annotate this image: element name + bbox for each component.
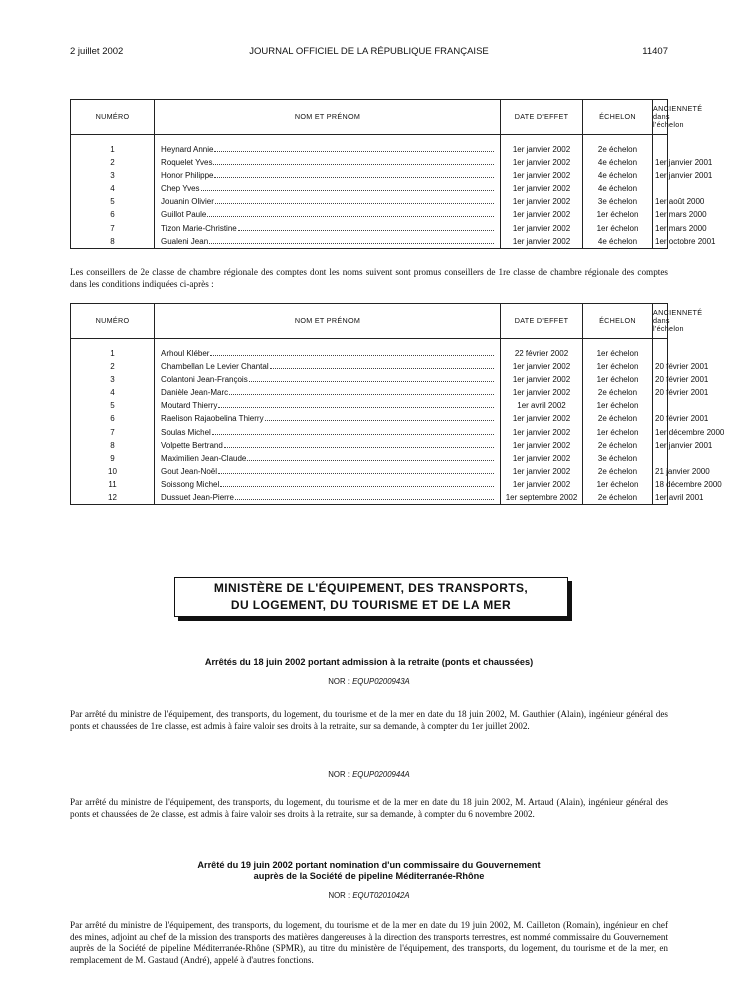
cell-date: 1er janvier 2002 <box>501 169 583 182</box>
cell-anciennete: 20 février 2001 <box>653 360 668 373</box>
cell-numero: 7 <box>71 222 155 235</box>
cell-numero: 3 <box>71 373 155 386</box>
person-name: Gout Jean-Noël <box>161 466 218 476</box>
cell-echelon: 3e échelon <box>583 195 653 208</box>
dot-leader <box>270 368 494 369</box>
cell-date: 1er janvier 2002 <box>501 182 583 195</box>
col-header-anciennete <box>653 100 703 135</box>
dot-leader <box>214 177 494 178</box>
spacer-cell <box>653 135 668 144</box>
table-row <box>71 386 668 399</box>
section2-nor <box>70 770 668 779</box>
dot-leader <box>249 381 494 382</box>
table-row <box>71 426 668 439</box>
cell-nom <box>155 360 501 373</box>
cell-echelon: 4e échelon <box>583 169 653 182</box>
dot-leader <box>218 473 494 474</box>
cell-numero: 5 <box>71 399 155 412</box>
cell-nom <box>155 452 501 465</box>
col-header-echelon: ÉCHELON <box>583 100 653 135</box>
table-row <box>71 465 668 478</box>
cell-numero: 1 <box>71 347 155 360</box>
cell-date: 1er janvier 2002 <box>501 426 583 439</box>
cell-date: 1er janvier 2002 <box>501 412 583 425</box>
nor-label: NOR : <box>328 891 351 900</box>
person-name: Soulas Michel <box>161 427 211 437</box>
person-name: Chep Yves <box>161 184 200 194</box>
cell-date: 1er janvier 2002 <box>501 386 583 399</box>
table-row <box>71 399 668 412</box>
cell-anciennete: 1er janvier 2001 <box>653 439 668 452</box>
ministry-line-2: DU LOGEMENT, DU TOURISME ET DE LA MER <box>230 598 512 612</box>
cell-anciennete: 18 décembre 2000 <box>653 478 668 491</box>
dot-leader <box>229 394 494 395</box>
cell-nom <box>155 491 501 505</box>
cell-anciennete: 1er avril 2001 <box>653 491 668 505</box>
cell-date: 1er janvier 2002 <box>501 465 583 478</box>
cell-numero: 11 <box>71 478 155 491</box>
table-row <box>71 143 668 156</box>
page-number: 11407 <box>642 46 668 57</box>
section1-text: Par arrêté du ministre de l'équipement, des transports, du logement, du tourisme et de la mer en date du 18 juin 2002, M. Gauthier (Alain), ingénieur général des ponts et chaussées de 1re classe, est admis à faire valoir ses droits à la retraite, sur sa demande, à compter du 1er juillet 2002. <box>70 709 668 731</box>
cell-echelon: 4e échelon <box>583 235 653 249</box>
cell-nom <box>155 169 501 182</box>
cell-echelon: 1er échelon <box>583 360 653 373</box>
dot-leader <box>224 447 494 448</box>
name-leader <box>161 426 498 439</box>
cell-numero: 3 <box>71 169 155 182</box>
person-name: Chambellan Le Levier Chantal <box>161 362 269 372</box>
cell-nom <box>155 412 501 425</box>
col-header-nom: NOM ET PRÉNOM <box>155 100 501 135</box>
table-row <box>71 373 668 386</box>
nor-code: EQUP0200943A <box>352 677 410 686</box>
col-header-date: DATE D'EFFET <box>501 100 583 135</box>
cell-echelon: 1er échelon <box>583 478 653 491</box>
cell-echelon: 4e échelon <box>583 156 653 169</box>
dot-leader <box>218 407 494 408</box>
cell-nom <box>155 156 501 169</box>
promotion-table-1 <box>70 99 716 249</box>
cell-date: 1er janvier 2002 <box>501 222 583 235</box>
cell-date: 1er janvier 2002 <box>501 156 583 169</box>
cell-numero: 1 <box>71 143 155 156</box>
dot-leader <box>220 486 494 487</box>
section3-title-1: Arrêté du 19 juin 2002 portant nomination d'un commissaire du Gouvernement <box>197 860 541 870</box>
spacer-row <box>71 339 668 348</box>
cell-date: 1er janvier 2002 <box>501 478 583 491</box>
dot-leader <box>212 434 494 435</box>
person-name: Guillot Paule <box>161 210 207 220</box>
cell-anciennete: 1er janvier 2001 <box>653 156 668 169</box>
table-row <box>71 222 668 235</box>
section3-nor <box>70 891 668 900</box>
name-leader <box>161 386 498 399</box>
table-row <box>71 169 668 182</box>
name-leader <box>161 156 498 169</box>
header-date: 2 juillet 2002 <box>70 46 124 57</box>
cell-numero: 6 <box>71 208 155 221</box>
cell-anciennete <box>653 399 668 412</box>
cell-anciennete: 1er août 2000 <box>653 195 668 208</box>
cell-date: 22 février 2002 <box>501 347 583 360</box>
table-row <box>71 452 668 465</box>
col-header-numero: NUMÉRO <box>71 100 155 135</box>
table-row <box>71 360 668 373</box>
anciennete-line1: ANCIENNETÉ <box>653 103 703 113</box>
cell-anciennete <box>653 347 668 360</box>
cell-nom <box>155 373 501 386</box>
cell-anciennete: 20 février 2001 <box>653 412 668 425</box>
person-name: Jouanin Olivier <box>161 197 214 207</box>
cell-anciennete: 1er octobre 2001 <box>653 235 668 249</box>
cell-date: 1er janvier 2002 <box>501 360 583 373</box>
cell-date: 1er janvier 2002 <box>501 195 583 208</box>
cell-nom <box>155 222 501 235</box>
dot-leader <box>214 151 494 152</box>
cell-echelon: 4e échelon <box>583 182 653 195</box>
journal-title: JOURNAL OFFICIEL DE LA RÉPUBLIQUE FRANÇAISE <box>249 46 489 57</box>
cell-nom <box>155 426 501 439</box>
table-header-row <box>71 100 668 135</box>
person-name: Danièle Jean-Marc <box>161 388 229 398</box>
table-row <box>71 235 668 249</box>
col-header-echelon: ÉCHELON <box>583 304 653 339</box>
cell-numero: 4 <box>71 182 155 195</box>
cell-echelon: 2e échelon <box>583 491 653 505</box>
col-header-numero: NUMÉRO <box>71 304 155 339</box>
name-leader <box>161 399 498 412</box>
col-header-nom: NOM ET PRÉNOM <box>155 304 501 339</box>
cell-numero: 9 <box>71 452 155 465</box>
name-leader <box>161 169 498 182</box>
name-leader <box>161 373 498 386</box>
spacer-cell <box>653 339 668 348</box>
cell-echelon: 2e échelon <box>583 439 653 452</box>
name-leader <box>161 222 498 235</box>
cell-nom <box>155 182 501 195</box>
cell-nom <box>155 347 501 360</box>
page-header <box>70 46 668 60</box>
spacer-cell <box>155 135 501 144</box>
name-leader <box>161 195 498 208</box>
name-leader <box>161 452 498 465</box>
conseillers-paragraph: Les conseillers de 2e classe de chambre régionale des comptes dont les noms suivent sont promus conseillers de 1re classe de chambre régionale des comptes dans les conditions indiquées ci-après : <box>70 267 668 289</box>
dot-leader <box>207 216 494 217</box>
cell-echelon: 1er échelon <box>583 347 653 360</box>
person-name: Raelison Rajaobelina Thierry <box>161 414 264 424</box>
cell-anciennete: 1er mars 2000 <box>653 208 668 221</box>
dot-leader <box>238 230 494 231</box>
cell-echelon: 1er échelon <box>583 222 653 235</box>
dot-leader <box>215 203 494 204</box>
person-name: Tizon Marie-Christine <box>161 223 237 233</box>
name-leader <box>161 478 498 491</box>
dot-leader <box>209 243 494 244</box>
cell-numero: 8 <box>71 439 155 452</box>
cell-date: 1er janvier 2002 <box>501 208 583 221</box>
cell-numero: 4 <box>71 386 155 399</box>
cell-anciennete: 20 février 2001 <box>653 373 668 386</box>
cell-nom <box>155 143 501 156</box>
col-header-anciennete <box>653 304 703 339</box>
cell-numero: 12 <box>71 491 155 505</box>
table-row <box>71 439 668 452</box>
cell-date: 1er avril 2002 <box>501 399 583 412</box>
nor-code: EQUP0200944A <box>352 770 410 779</box>
cell-numero: 6 <box>71 412 155 425</box>
nor-label: NOR : <box>328 677 350 686</box>
cell-echelon: 1er échelon <box>583 426 653 439</box>
cell-nom <box>155 208 501 221</box>
table-row <box>71 491 668 505</box>
cell-date: 1er janvier 2002 <box>501 439 583 452</box>
anciennete-line2: dans l'échelon <box>653 315 684 334</box>
dot-leader <box>247 460 494 461</box>
name-leader <box>161 491 498 504</box>
cell-date: 1er septembre 2002 <box>501 491 583 505</box>
cell-anciennete <box>653 452 668 465</box>
cell-nom <box>155 465 501 478</box>
cell-echelon: 2e échelon <box>583 465 653 478</box>
person-name: Heynard Annie <box>161 145 214 154</box>
cell-anciennete <box>653 143 668 156</box>
cell-echelon: 3e échelon <box>583 452 653 465</box>
cell-nom <box>155 195 501 208</box>
name-leader <box>161 208 498 221</box>
table-row <box>71 208 668 221</box>
section3-title-2: auprès de la Société de pipeline Méditerranée-Rhône <box>253 871 485 881</box>
table-header-row <box>71 304 668 339</box>
cell-numero: 2 <box>71 156 155 169</box>
spacer-cell <box>71 339 155 348</box>
person-name: Roquelet Yves <box>161 158 213 168</box>
name-leader <box>161 235 498 248</box>
dot-leader <box>201 190 494 191</box>
cell-anciennete: 20 février 2001 <box>653 386 668 399</box>
cell-anciennete <box>653 182 668 195</box>
person-name: Arhoul Kléber <box>161 349 210 358</box>
spacer-cell <box>583 135 653 144</box>
ministry-line-1: MINISTÈRE DE L'ÉQUIPEMENT, DES TRANSPORTS, <box>213 581 529 595</box>
name-leader <box>161 143 498 156</box>
cell-date: 1er janvier 2002 <box>501 143 583 156</box>
spacer-cell <box>501 135 583 144</box>
cell-echelon: 1er échelon <box>583 399 653 412</box>
name-leader <box>161 182 498 195</box>
cell-anciennete: 1er décembre 2000 <box>653 426 668 439</box>
cell-nom <box>155 478 501 491</box>
cell-nom <box>155 235 501 249</box>
spacer-row <box>71 135 668 144</box>
name-leader <box>161 412 498 425</box>
cell-nom <box>155 439 501 452</box>
person-name: Maximilien Jean-Claude <box>161 453 247 463</box>
cell-anciennete: 21 janvier 2000 <box>653 465 668 478</box>
spacer-cell <box>155 339 501 348</box>
cell-date: 1er janvier 2002 <box>501 235 583 249</box>
nor-code: EQUT0201042A <box>352 891 410 900</box>
section1-nor <box>70 677 668 686</box>
table-row <box>71 347 668 360</box>
person-name: Gualeni Jean <box>161 236 209 246</box>
table-row <box>71 412 668 425</box>
ministry-heading-box <box>174 577 568 617</box>
name-leader <box>161 439 498 452</box>
cell-numero: 2 <box>71 360 155 373</box>
section2-text: Par arrêté du ministre de l'équipement, des transports, du logement, du tourisme et de la mer en date du 18 juin 2002, M. Artaud (Alain), ingénieur général des ponts et chaussées de 2e classe, est admis à faire valoir ses droits à la retraite, sur sa demande, à compter du 6 novembre 2002. <box>70 797 668 819</box>
person-name: Colantoni Jean-François <box>161 375 248 385</box>
anciennete-line2: dans l'échelon <box>653 111 684 130</box>
cell-anciennete: 1er janvier 2001 <box>653 169 668 182</box>
dot-leader <box>265 420 494 421</box>
promotion-table-2 <box>70 303 725 505</box>
name-leader <box>161 347 498 360</box>
dot-leader <box>210 355 494 356</box>
cell-numero: 5 <box>71 195 155 208</box>
cell-nom <box>155 386 501 399</box>
cell-numero: 8 <box>71 235 155 249</box>
person-name: Moutard Thierry <box>161 401 218 411</box>
cell-echelon: 1er échelon <box>583 373 653 386</box>
spacer-cell <box>71 135 155 144</box>
cell-echelon: 2e échelon <box>583 386 653 399</box>
cell-echelon: 2e échelon <box>583 412 653 425</box>
name-leader <box>161 360 498 373</box>
person-name: Dussuet Jean-Pierre <box>161 493 234 503</box>
person-name: Volpette Bertrand <box>161 440 223 450</box>
cell-anciennete: 1er mars 2000 <box>653 222 668 235</box>
cell-numero: 7 <box>71 426 155 439</box>
cell-nom <box>155 399 501 412</box>
col-header-date: DATE D'EFFET <box>501 304 583 339</box>
nor-label: NOR : <box>328 770 350 779</box>
cell-numero: 10 <box>71 465 155 478</box>
dot-leader <box>235 499 494 500</box>
anciennete-line1: ANCIENNETÉ <box>653 307 703 317</box>
cell-echelon: 1er échelon <box>583 208 653 221</box>
person-name: Honor Philippe <box>161 171 214 181</box>
cell-date: 1er janvier 2002 <box>501 373 583 386</box>
section3-text: Par arrêté du ministre de l'équipement, des transports, du logement, du tourisme et de la mer en date du 19 juin 2002, M. Cailleton (Romain), ingénieur en chef des mines, adjoint au chef de la mission des transports des matières dangereuses à la direction des transports terrestres, est nommé commissaire du Gouvernement auprès de la Société de pipeline Méditerranée-Rhône (SPMR), au titre du ministère de l'équipement, des transports, du logement, du tourisme et de la mer, en remplacement de M. Gastaud (André), appelé à d'autres fonctions. <box>70 920 668 965</box>
table-row <box>71 156 668 169</box>
spacer-cell <box>501 339 583 348</box>
dot-leader <box>213 164 494 165</box>
cell-echelon: 2e échelon <box>583 143 653 156</box>
table-row <box>71 478 668 491</box>
person-name: Soissong Michel <box>161 479 220 489</box>
section1-title: Arrêtés du 18 juin 2002 portant admission à la retraite (ponts et chaussées) <box>204 657 534 667</box>
table-row <box>71 182 668 195</box>
name-leader <box>161 465 498 478</box>
cell-date: 1er janvier 2002 <box>501 452 583 465</box>
spacer-cell <box>583 339 653 348</box>
table-row <box>71 195 668 208</box>
